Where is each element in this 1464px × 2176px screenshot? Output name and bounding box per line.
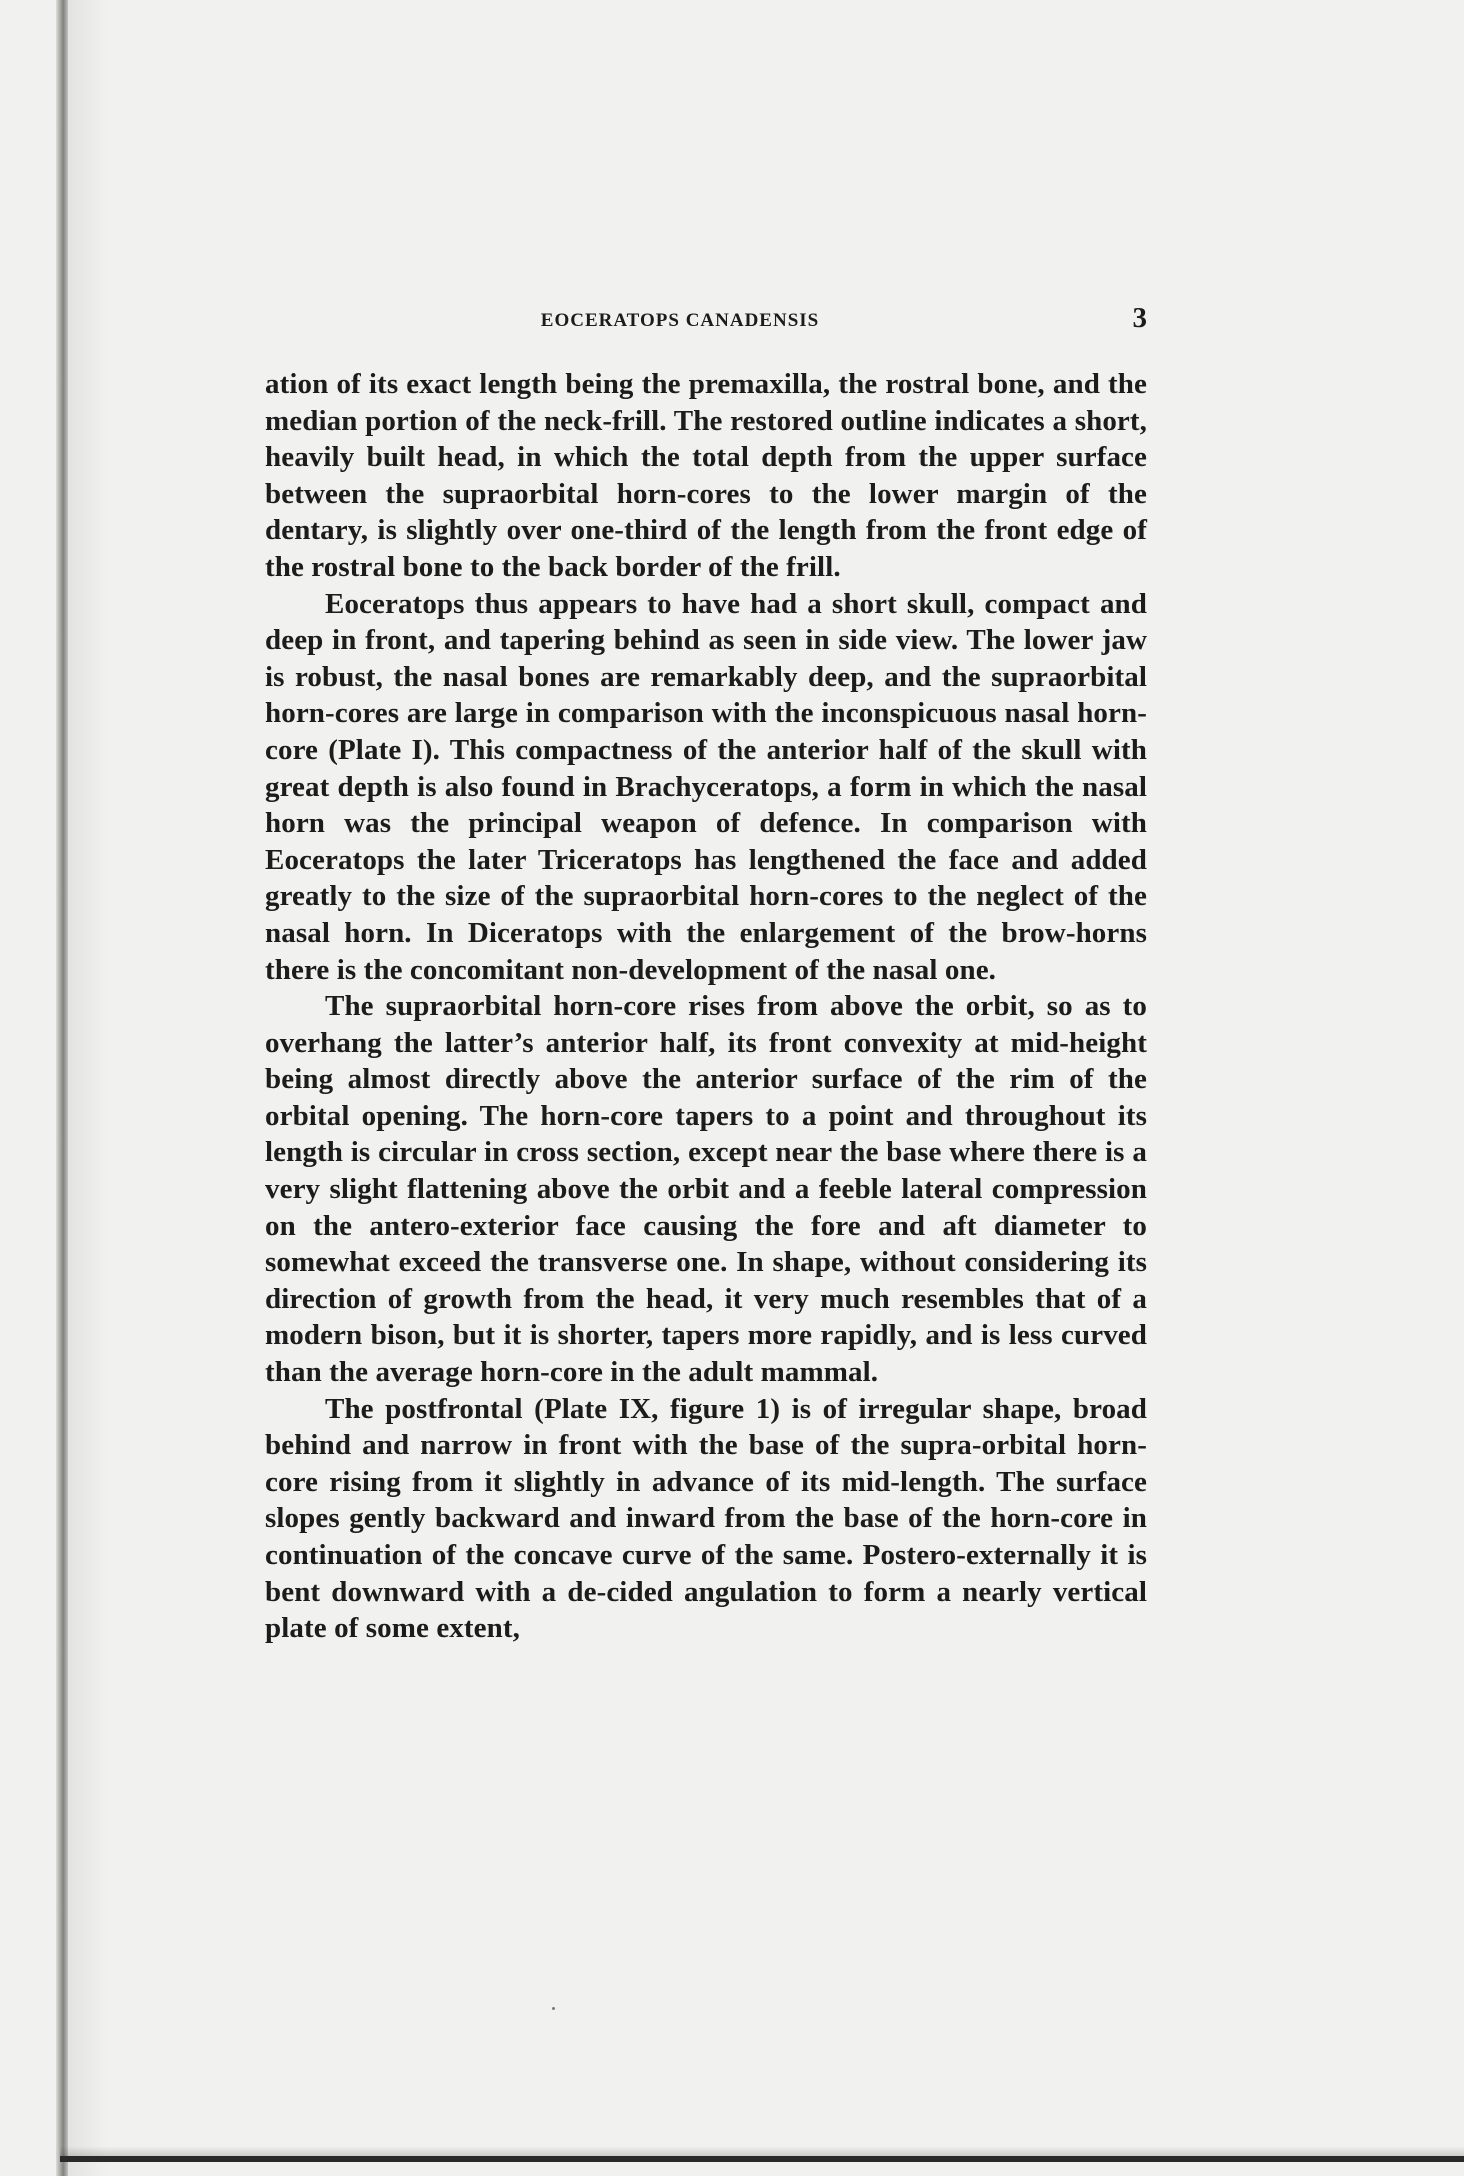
paragraph-4: The postfrontal (Plate IX, figure 1) is of irregular shape, broad behind and narrow in front with the base of the supra-orbital horn-core rising from it slightly in advance of its mid-length. The surface slopes gently backward and inward from the base of the horn-core in continuation of the concave curve of the same. Postero-externally it is bent downward with a de-cided angulation to form a nearly vertical plate of some extent, bbox=[265, 1392, 1147, 1645]
gutter-shadow bbox=[68, 0, 108, 2176]
bottom-shadow bbox=[60, 2146, 1464, 2156]
page-number: 3 bbox=[1132, 302, 1147, 334]
running-title: EOCERATOPS CANADENSIS bbox=[540, 310, 820, 331]
paragraph-3: The supraorbital horn-core rises from above the orbit, so as to overhang the latter’s anterior half, its front convexity at mid-height being almost directly above the anterior surface of the rim of the orbital opening. The horn-core tapers to a point and throughout its length is circular in cross section, except near the base where there is a very slight flattening above the orbit and a feeble lateral compression on the antero-exterior face causing the fore and aft diameter to somewhat exceed the transverse one. In shape, without considering its direction of growth from the head, it very much resembles that of a modern bison, but it is shorter, tapers more rapidly, and is less curved than the average horn-core in the adult mammal. bbox=[265, 990, 1147, 1389]
paragraph-1: ation of its exact length being the premaxilla, the rostral bone, and the median portion of the neck-frill. The restored outline indicates a short, heavily built head, in which the total depth from the upper surface between the supraorbital horn-cores to the lower margin of the dentary, is slightly over one-third of the length from the front edge of the rostral bone to the back border of the frill. bbox=[265, 368, 1147, 583]
running-head bbox=[265, 300, 1147, 340]
paragraph-2: Eoceratops thus appears to have had a short skull, compact and deep in front, and tapering behind as seen in side view. The lower jaw is robust, the nasal bones are remarkably deep, and the supraorbital horn-cores are large in comparison with the inconspicuous nasal horn-core (Plate I). This compactness of the anterior half of the skull with great depth is also found in Brachyceratops, a form in which the nasal horn was the principal weapon of defence. In comparison with Eoceratops the later Triceratops has lengthened the face and added greatly to the size of the supraorbital horn-cores to the neglect of the nasal horn. In Diceratops with the enlargement of the brow-horns there is the concomitant non-development of the nasal one. bbox=[265, 587, 1147, 986]
speck-mark bbox=[552, 2007, 555, 2010]
page-body bbox=[265, 300, 1147, 1647]
page-bottom-edge bbox=[60, 2156, 1464, 2162]
book-spine-shadow bbox=[56, 0, 68, 2176]
